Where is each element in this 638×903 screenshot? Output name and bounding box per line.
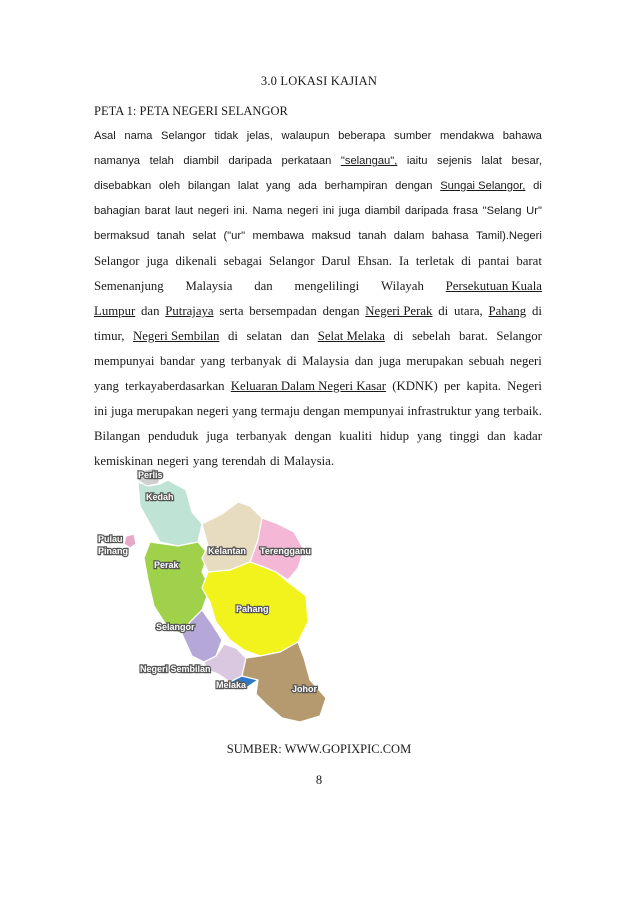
word[interactable]: Negeri Perak xyxy=(365,304,433,318)
word[interactable]: Pahang xyxy=(488,304,527,318)
word: juga xyxy=(338,205,360,217)
word: yang xyxy=(94,379,119,393)
word: daripada xyxy=(404,205,449,217)
word: Ia xyxy=(398,254,409,268)
page-number: 8 xyxy=(315,773,323,787)
section-heading: 3.0 LOKASI KAJIAN xyxy=(260,74,378,88)
word: yang xyxy=(200,354,226,368)
word: (KDNK) xyxy=(392,379,438,393)
word: namanya xyxy=(94,155,141,167)
word: yang xyxy=(416,429,442,443)
word: maksud xyxy=(311,230,351,242)
paragraph-line xyxy=(94,330,542,343)
word: bersempadan xyxy=(249,304,317,318)
word: di xyxy=(533,180,542,192)
word: bahasa xyxy=(431,230,469,242)
word: mempunyai xyxy=(94,354,155,368)
word: bahawa xyxy=(502,130,542,142)
word: ini. xyxy=(233,205,248,217)
word: utara, xyxy=(453,304,483,318)
word: penduduk xyxy=(148,429,199,443)
label-pahang: Pahang xyxy=(236,604,269,614)
word: di xyxy=(461,254,472,268)
word: Selangor xyxy=(496,329,542,343)
map-source: SUMBER: WWW.GOPIXPIC.COM xyxy=(226,742,412,756)
label-melaka: Melaka xyxy=(216,680,247,690)
paragraph-line xyxy=(94,231,542,242)
paragraph-line xyxy=(94,305,542,318)
paragraph-line xyxy=(94,405,542,418)
word: yang xyxy=(232,404,258,418)
word[interactable]: Putrajaya xyxy=(165,304,214,318)
word: di xyxy=(531,304,542,318)
label-terengganu: Terengganu xyxy=(260,546,311,556)
word: juga xyxy=(146,254,169,268)
word: oleh xyxy=(158,180,181,192)
word: di xyxy=(269,454,280,468)
word: termaju xyxy=(260,404,300,418)
word: sebuah xyxy=(468,354,505,368)
word: berhampiran xyxy=(324,180,388,192)
label-perak: Perak xyxy=(154,560,179,570)
paragraph-line xyxy=(94,131,542,142)
word: Asal xyxy=(94,130,116,142)
word: bermaksud xyxy=(94,230,150,242)
word: daripada xyxy=(228,155,272,167)
word: di xyxy=(438,304,449,318)
word[interactable]: Negeri Sembilan xyxy=(133,329,220,343)
word: Ehsan. xyxy=(357,254,392,268)
word: di xyxy=(393,329,404,343)
word: infrastruktur xyxy=(407,404,472,418)
word: bahagian xyxy=(94,205,141,217)
word: diambil xyxy=(183,155,219,167)
label-pulau-pinang-2: Pinang xyxy=(98,546,129,556)
word: dengan xyxy=(294,429,332,443)
word: Malaysia. xyxy=(283,454,335,468)
word: diambil xyxy=(364,205,401,217)
word: Selangor xyxy=(94,254,140,268)
map-title: PETA 1: PETA NEGERI SELANGOR xyxy=(94,104,288,118)
word: barat. xyxy=(459,329,488,343)
word: merupakan xyxy=(136,404,194,418)
paragraph-line xyxy=(94,206,542,217)
word: terendah xyxy=(221,454,266,468)
word: bilangan xyxy=(187,180,231,192)
word: Ur" xyxy=(526,205,542,217)
label-johor: Johor xyxy=(292,684,318,694)
word: walaupun xyxy=(281,130,330,142)
word[interactable]: Selat Melaka xyxy=(317,329,385,343)
word: negeri xyxy=(509,354,542,368)
word: dalam xyxy=(393,230,425,242)
word: timur, xyxy=(94,329,125,343)
word: sejenis xyxy=(437,155,472,167)
word: Nama xyxy=(252,205,283,217)
word: kapita. xyxy=(466,379,501,393)
word: bandar xyxy=(159,354,195,368)
word: dan xyxy=(141,304,160,318)
word: kemiskinan xyxy=(94,454,153,468)
word: juga xyxy=(378,354,401,368)
word: yang xyxy=(474,404,500,418)
peninsular-malaysia-map xyxy=(90,462,390,734)
word: sebagai xyxy=(223,254,263,268)
word: ("ur" xyxy=(223,230,246,242)
word: terkayaberdasarkan xyxy=(125,379,225,393)
word: negeri xyxy=(197,205,229,217)
word: ini xyxy=(322,205,335,217)
word: mempunyai xyxy=(343,404,404,418)
word: mendakwa xyxy=(439,130,495,142)
word: kadar xyxy=(513,429,542,443)
paragraph-line xyxy=(94,255,542,268)
word: yang xyxy=(192,454,218,468)
word: laut xyxy=(174,205,193,217)
word: dan xyxy=(487,429,506,443)
word: sebelah xyxy=(412,329,451,343)
word: disebabkan xyxy=(94,180,152,192)
word[interactable]: Sungai Selangor, xyxy=(440,180,526,192)
word: lalat xyxy=(481,155,502,167)
word: selat xyxy=(192,230,216,242)
paragraph-line xyxy=(94,156,542,167)
label-kelantan: Kelantan xyxy=(208,546,247,556)
word: "Selang xyxy=(482,205,522,217)
word: membawa xyxy=(252,230,305,242)
word: dan xyxy=(354,354,374,368)
word: iaitu xyxy=(406,155,428,167)
word: tidak xyxy=(214,130,239,142)
paragraph-line xyxy=(94,181,542,192)
word: telah xyxy=(149,155,174,167)
word: barat xyxy=(144,205,171,217)
word: negeri xyxy=(196,404,229,418)
word: dikenali xyxy=(175,254,217,268)
word: dengan xyxy=(303,404,341,418)
word: pantai xyxy=(478,254,510,268)
label-kedah: Kedah xyxy=(146,492,174,502)
word: serta xyxy=(219,304,244,318)
word: juga xyxy=(110,404,134,418)
word: mengelilingi xyxy=(294,279,360,293)
word: negeri xyxy=(157,454,189,468)
word: perkataan xyxy=(281,155,332,167)
word: terbanyak xyxy=(236,429,287,443)
word: juga xyxy=(206,429,229,443)
word: negeri xyxy=(287,205,319,217)
word: tanah xyxy=(156,230,185,242)
word: beberapa xyxy=(338,130,386,142)
paragraph-line xyxy=(94,430,542,443)
word: dengan xyxy=(395,180,433,192)
word: Malaysia xyxy=(302,354,350,368)
word: kualiti xyxy=(339,429,372,443)
word: Bilangan xyxy=(94,429,141,443)
word: tanah xyxy=(358,230,387,242)
word: Selangor xyxy=(268,254,315,268)
word: per xyxy=(443,379,461,393)
label-pulau-pinang-1: Pulau xyxy=(98,534,123,544)
label-negeri-sembilan: Negeri Sembilan xyxy=(140,664,211,674)
word: Negeri xyxy=(507,379,542,393)
word: yang xyxy=(266,180,291,192)
word: barat xyxy=(516,254,542,268)
selangor-map xyxy=(90,462,390,734)
state-kedah xyxy=(138,480,202,546)
label-selangor: Selangor xyxy=(156,622,195,632)
word: sumber xyxy=(394,130,432,142)
word: hidup xyxy=(379,429,409,443)
word: Selangor xyxy=(161,130,206,142)
word: terbanyak xyxy=(230,354,282,368)
word: merupakan xyxy=(406,354,464,368)
word: terbaik. xyxy=(503,404,542,418)
word: Semenanjung xyxy=(94,279,164,293)
word: Wilayah xyxy=(381,279,424,293)
paragraph-line xyxy=(94,280,542,293)
word: di xyxy=(286,354,297,368)
paragraph-line xyxy=(94,380,542,393)
word: dan xyxy=(254,279,273,293)
paragraph-line xyxy=(94,355,542,368)
word: ini xyxy=(94,404,108,418)
word[interactable]: "selangau", xyxy=(340,155,398,167)
word: terletak xyxy=(415,254,455,268)
word: nama xyxy=(124,130,153,142)
word: dengan xyxy=(322,304,360,318)
word: ada xyxy=(298,180,317,192)
word: di xyxy=(227,329,238,343)
word: Darul xyxy=(321,254,351,268)
word: besar, xyxy=(511,155,542,167)
word: lalat xyxy=(237,180,259,192)
label-perlis: Perlis xyxy=(138,470,163,480)
word: selatan xyxy=(246,329,283,343)
word: dan xyxy=(290,329,310,343)
word[interactable]: Persekutuan Kuala xyxy=(445,279,542,293)
word: frasa xyxy=(453,205,478,217)
word[interactable]: Keluaran Dalam Negeri Kasar xyxy=(230,379,387,393)
word: Malaysia xyxy=(185,279,233,293)
word: Tamil).Negeri xyxy=(475,230,542,242)
word: jelas, xyxy=(246,130,273,142)
word[interactable]: Lumpur xyxy=(94,304,136,318)
word: tinggi xyxy=(449,429,480,443)
